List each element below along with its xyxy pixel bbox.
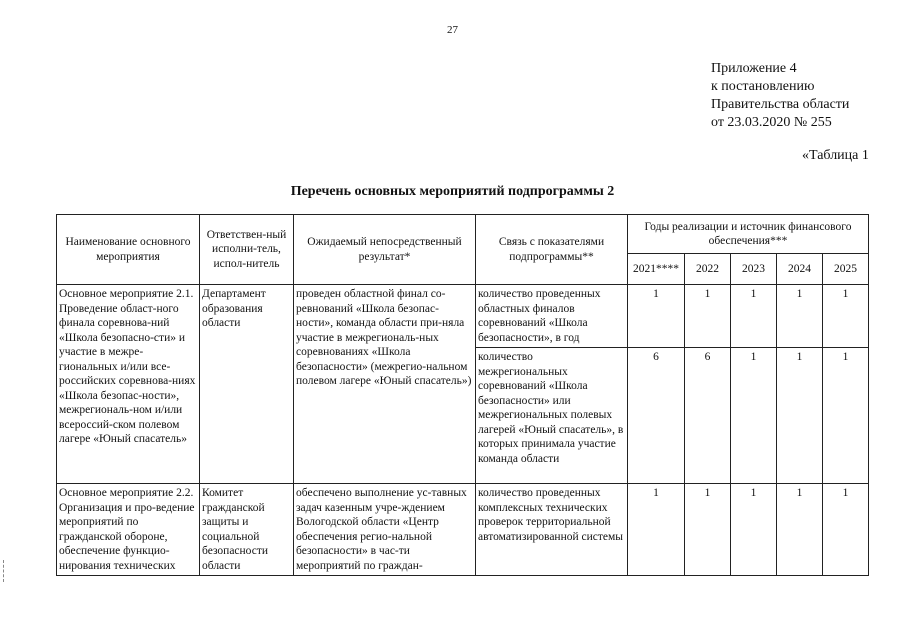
header-year: 2022: [685, 254, 731, 285]
indicator-text: количество проведенных комплексных технических проверок территориальной автоматизированной системы: [476, 484, 628, 576]
appendix-line: к постановлению: [711, 79, 815, 94]
indicator-value: 1: [628, 484, 685, 576]
page-number: 27: [447, 24, 458, 36]
header-link: Связь с показателями подпрограммы**: [476, 215, 628, 285]
header-year: 2025: [823, 254, 869, 285]
document-title: Перечень основных мероприятий подпрограммы 2: [290, 184, 615, 199]
measure-name: Основное мероприятие 2.2. Организация и про-ведение мероприятий по гражданской обороне, обеспечение функцио-нирования технических: [57, 484, 200, 576]
indicator-value: 1: [777, 484, 823, 576]
measure-result: проведен областной финал со-ревнований «Школа безопас-ности», команда области при-няла участие в межрегиональ-ных соревнованиях «Школа безопасности» (межрегио-нальном полевом лагере «Юный спасатель»): [294, 285, 476, 484]
indicator-value: 1: [823, 484, 869, 576]
header-year: 2024: [777, 254, 823, 285]
header-name: Наименование основного мероприятия: [57, 215, 200, 285]
indicator-value: 1: [823, 285, 869, 348]
indicator-value: 1: [685, 484, 731, 576]
indicator-value: 1: [777, 348, 823, 484]
header-year: 2021****: [628, 254, 685, 285]
indicator-text: количество межрегиональных соревнований «Школа безопасности» или межрегиональных полевых лагерей «Юный спасатель», в которых принимала участие команда области: [476, 348, 628, 484]
table-row: [57, 285, 869, 348]
scan-edge-mark: [3, 560, 8, 582]
indicator-value: 1: [731, 348, 777, 484]
appendix-line: от 23.03.2020 № 255: [711, 115, 832, 130]
table-label: «Таблица 1: [802, 148, 869, 163]
header-years: Годы реализации и источник финансового обеспечения***: [628, 215, 869, 254]
measure-name: Основное мероприятие 2.1. Проведение област-ного финала соревнова-ний «Школа безопасно-сти» и участие в межре-гиональных и/или все-российских соревнова-ниях «Школа безопас-ности», межрегиональ-ном и/или всероссий-ском полевом лагере «Юный спасатель»: [57, 285, 200, 484]
indicator-value: 1: [731, 484, 777, 576]
header-result: Ожидаемый непосредственный результат*: [294, 215, 476, 285]
measure-result: обеспечено выполнение ус-тавных задач казенным учре-ждением Вологодской области «Центр обеспечения регио-нальной безопасности» в час-ти мероприятий по граждан-: [294, 484, 476, 576]
indicator-value: 1: [777, 285, 823, 348]
indicator-value: 1: [685, 285, 731, 348]
indicator-text: количество проведенных областных финалов соревнований «Школа безопасности», в год: [476, 285, 628, 348]
appendix-block: [711, 60, 849, 132]
measures-table: [56, 214, 869, 576]
measure-responsible: Департамент образования области: [200, 285, 294, 484]
appendix-line: Правительства области: [711, 97, 850, 112]
indicator-value: 1: [823, 348, 869, 484]
header-year: 2023: [731, 254, 777, 285]
indicator-value: 6: [685, 348, 731, 484]
header-responsible: Ответствен-ный исполни-тель, испол-нитель: [200, 215, 294, 285]
table-row: [57, 484, 869, 576]
indicator-value: 1: [731, 285, 777, 348]
indicator-value: 1: [628, 285, 685, 348]
measure-responsible: Комитет гражданской защиты и социальной безопасности области: [200, 484, 294, 576]
indicator-value: 6: [628, 348, 685, 484]
appendix-line: Приложение 4: [711, 61, 797, 76]
